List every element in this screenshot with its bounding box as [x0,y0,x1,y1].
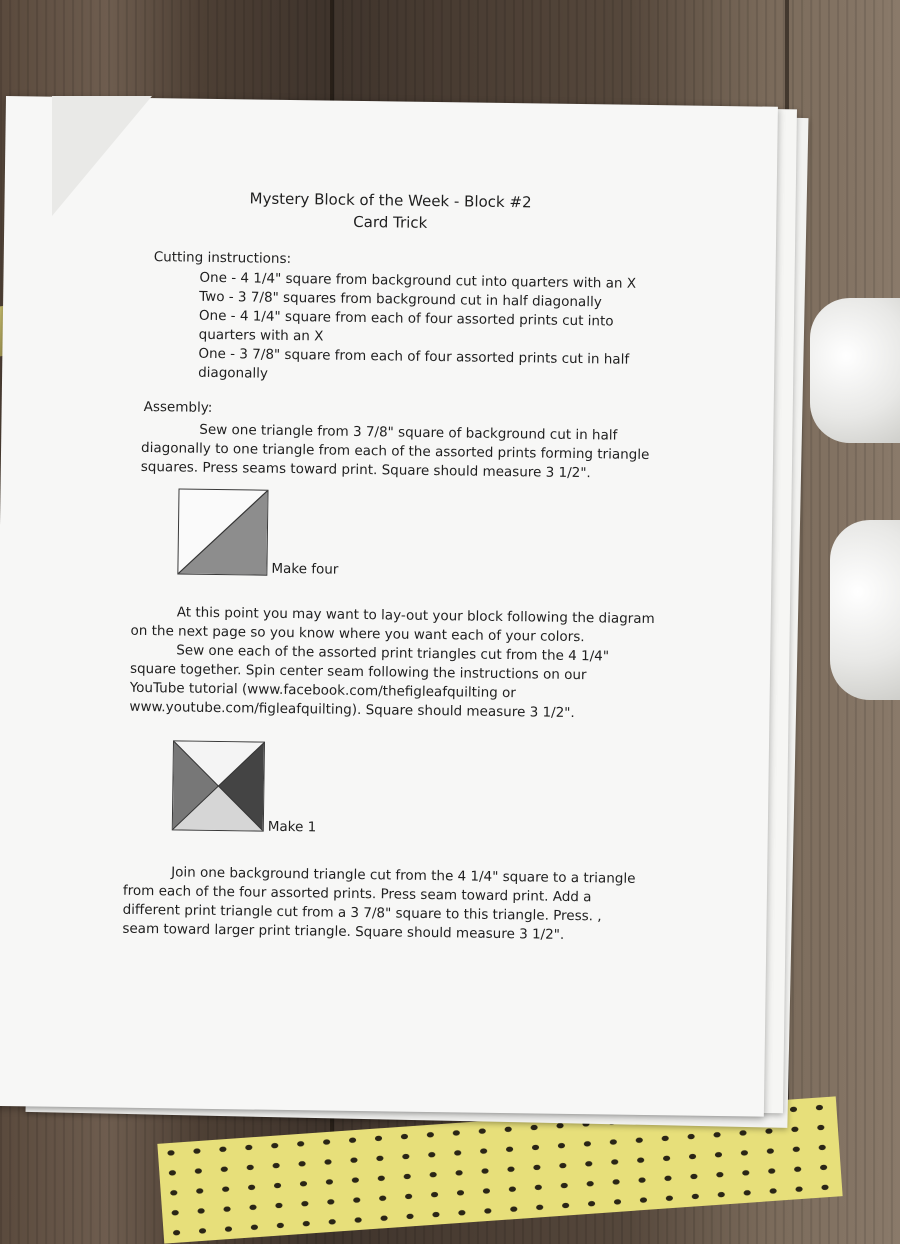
assembly-line: www.youtube.com/figleafquilting). Square should measure 3 1/2". [129,698,575,722]
cutting-heading: Cutting instructions: [153,249,292,267]
assembly-line: from each of the four assorted prints. Press seam toward print. Add a [122,882,592,906]
cutting-line: One - 4 1/4" square from each of four assorted prints cut into [198,307,614,330]
diagram-1-label: Make four [271,560,339,578]
instruction-sheet [0,96,778,1117]
assembly-line: diagonally to one triangle from each of the assorted prints forming triangle [140,439,650,464]
page-title: Mystery Block of the Week - Block #2 Card Trick [249,189,532,232]
assembly-line: squares. Press seams toward print. Square should measure 3 1/2". [140,458,591,482]
assembly-line: At this point you may want to lay-out your block following the diagram [176,604,655,628]
half-square-triangle-diagram [177,488,268,575]
assembly-line: Sew one triangle from 3 7/8" square of background cut in half [199,421,618,444]
assembly-line: square together. Spin center seam following the instructions on our [129,660,587,684]
assembly-line: different print triangle cut from a 3 7/8" square to this triangle. Press. , [122,901,602,925]
quarter-square-triangle-diagram [172,740,265,831]
diagram-2-label: Make 1 [267,818,317,836]
cutting-line: quarters with an X [198,326,324,345]
cutting-line: diagonally [198,364,269,382]
assembly-line: Join one background triangle cut from the 4 1/4" square to a triangle [171,864,636,887]
assembly-line: Sew one each of the assorted print triangles cut from the 4 1/4" [176,642,610,665]
cutting-line: One - 4 1/4" square from background cut into quarters with an X [199,269,637,292]
assembly-line: YouTube tutorial (www.facebook.com/thefigleafquilting or [129,679,517,702]
assembly-heading: Assembly: [143,398,213,416]
assembly-line: seam toward larger print triangle. Square should measure 3 1/2". [122,920,565,943]
fabric-roll [810,298,900,443]
cutting-line: One - 3 7/8" square from each of four assorted prints cut in half [198,345,630,368]
assembly-line: on the next page so you know where you want each of your colors. [130,622,585,646]
cutting-line: Two - 3 7/8" squares from background cut in half diagonally [199,288,602,311]
folded-corner [52,96,152,216]
fabric-roll [830,520,900,700]
